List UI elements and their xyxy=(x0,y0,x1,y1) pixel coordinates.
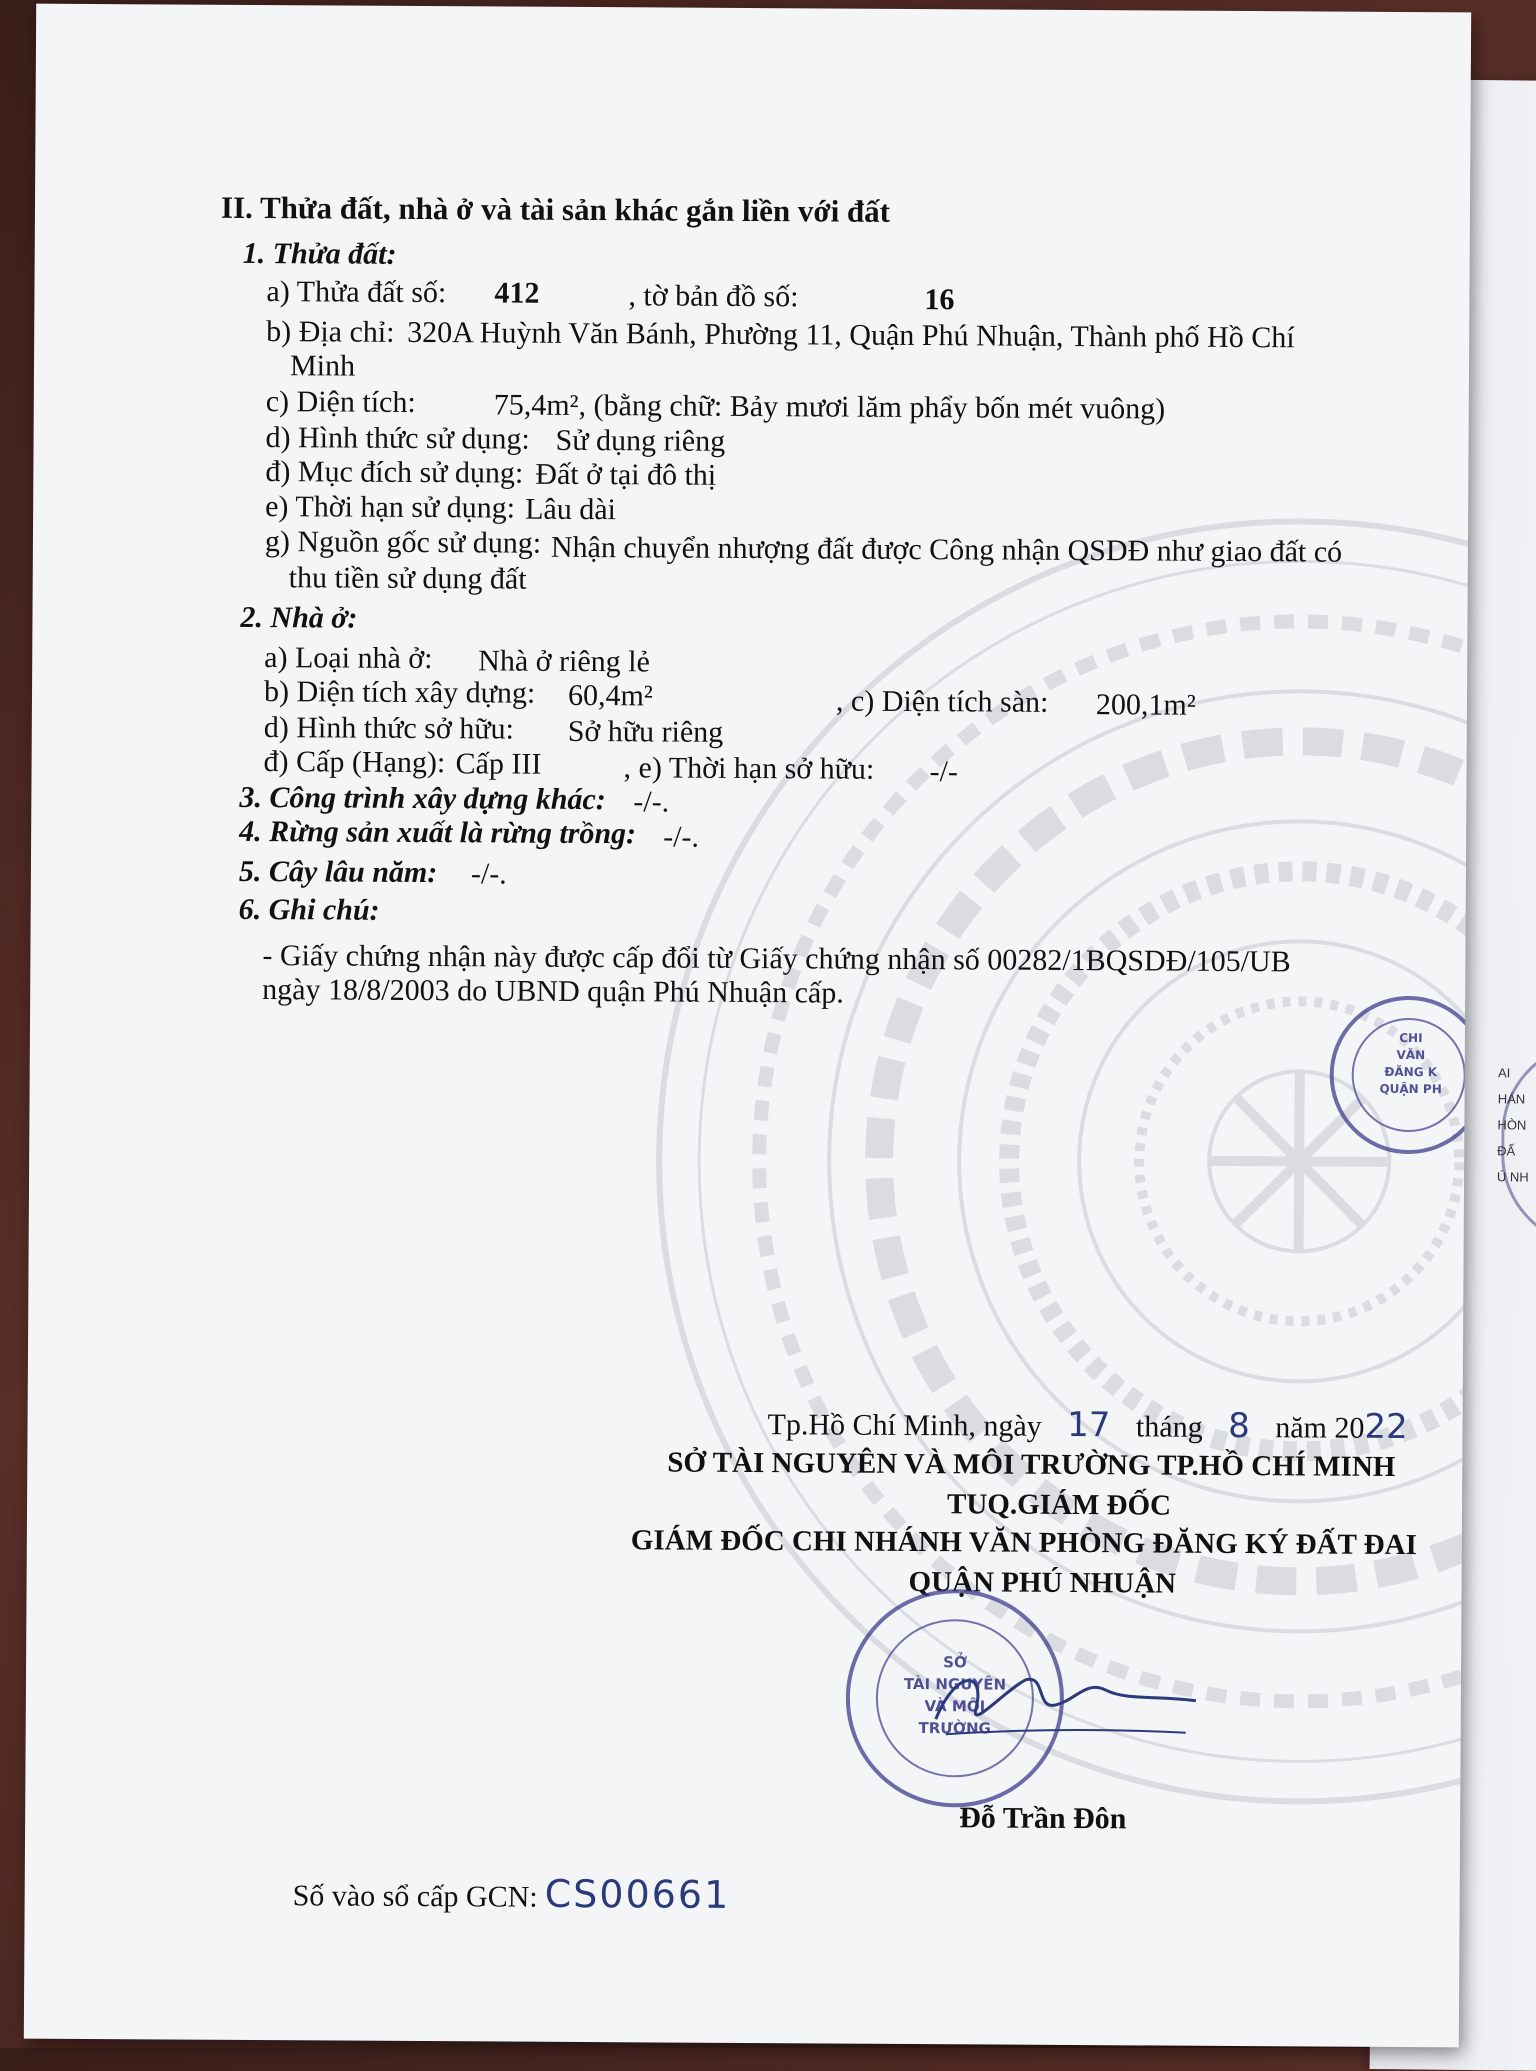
forest-heading: 4. Rừng sản xuất là rừng trồng: xyxy=(239,814,637,851)
day-handwritten: 17 xyxy=(1067,1404,1111,1446)
parcel-number: 412 xyxy=(494,276,540,310)
tuq-title: TUQ.GIÁM ĐỐC xyxy=(946,1488,1172,1522)
other-works-heading: 3. Công trình xây dựng khác: xyxy=(239,780,606,817)
parcel-label: a) Thửa đất số: xyxy=(266,275,447,310)
month-label: tháng xyxy=(1135,1410,1203,1444)
notes-heading: 6. Ghi chú: xyxy=(238,892,380,927)
ownership-label: d) Hình thức sở hữu: xyxy=(263,711,514,746)
stamp-line: QUẬN PH xyxy=(1379,1081,1442,1097)
registry-label: Số vào sổ cấp GCN: xyxy=(292,1879,538,1914)
trees-value: -/-. xyxy=(470,857,507,891)
land-registry-stamp xyxy=(1329,996,1471,1155)
origin-line-2: thu tiền sử dụng đất xyxy=(288,561,527,596)
area-label: c) Diện tích: xyxy=(265,385,416,419)
usage-form-label: d) Hình thức sử dụng: xyxy=(265,421,530,456)
build-area-label: b) Diện tích xây dựng: xyxy=(263,675,536,710)
address-line-2: Minh xyxy=(289,349,356,383)
grade-value: Cấp III xyxy=(455,747,542,781)
seal-text: VÀ MÔI TRƯỜNG xyxy=(918,1697,991,1738)
section-title: II. Thửa đất, nhà ở và tài sản khác gắn liền với đất xyxy=(220,189,891,229)
district-title: QUẬN PHÚ NHUẬN xyxy=(908,1565,1177,1600)
year-handwritten: 22 xyxy=(1364,1406,1408,1448)
purpose-label: đ) Mục đích sử dụng: xyxy=(265,455,524,490)
year-label: năm 20 xyxy=(1275,1411,1365,1445)
usage-form-value: Sử dụng riêng xyxy=(555,423,726,458)
map-label: , tờ bản đồ số: xyxy=(628,279,799,314)
signature-scribble xyxy=(926,1649,1207,1751)
signer-name: Đỗ Trần Đôn xyxy=(959,1801,1127,1836)
stamp-line: CHI xyxy=(1399,1030,1423,1046)
seal-text: TÀI NGUYÊN xyxy=(903,1674,1007,1694)
certificate-page xyxy=(24,4,1471,2048)
place-date-prefix: Tp.Hồ Chí Minh, ngày xyxy=(767,1408,1042,1443)
adjacent-text-line: ĐẤ xyxy=(1497,1143,1516,1159)
issuing-org: SỞ TÀI NGUYÊN VÀ MÔI TRƯỜNG TP.HỒ CHÍ MINH xyxy=(667,1446,1396,1483)
purpose-value: Đất ở tại đô thị xyxy=(535,457,717,492)
ownership-value: Sở hữu riêng xyxy=(567,714,724,749)
origin-label: g) Nguồn gốc sử dụng: xyxy=(264,525,542,560)
note-line-2: ngày 18/8/2003 do UBND quận Phú Nhuận cấp. xyxy=(262,973,844,1010)
house-type-label: a) Loại nhà ở: xyxy=(264,641,433,676)
adjacent-text-line: AI xyxy=(1497,1065,1511,1081)
floor-area-value: 200,1m² xyxy=(1095,688,1196,722)
adjacent-text-line: Ú NH xyxy=(1496,1169,1529,1185)
seal-text: SỞ xyxy=(943,1653,968,1672)
term-label: e) Thời hạn sử dụng: xyxy=(265,490,516,525)
adjacent-text-line: HÒN xyxy=(1497,1117,1527,1133)
trees-heading: 5. Cây lâu năm: xyxy=(238,854,438,890)
map-number: 16 xyxy=(924,283,955,317)
own-term-label: , e) Thời hạn sở hữu: xyxy=(623,751,875,786)
director-title: GIÁM ĐỐC CHI NHÁNH VĂN PHÒNG ĐĂNG KÝ ĐẤT ĐAI xyxy=(630,1524,1417,1562)
forest-value: -/-. xyxy=(663,820,700,854)
area-value: 75,4m², (bằng chữ: Bảy mươi lăm phẩy bốn mét vuông) xyxy=(493,388,1166,426)
origin-line-1: Nhận chuyển nhượng đất được Công nhận QSDĐ như giao đất có xyxy=(550,530,1343,569)
house-heading: 2. Nhà ở: xyxy=(240,600,358,635)
stamp-line: ĐĂNG K xyxy=(1384,1064,1438,1080)
floor-area-label: , c) Diện tích sàn: xyxy=(835,684,1049,719)
note-line-1: - Giấy chứng nhận này được cấp đổi từ Giấy chứng nhận số 00282/1BQSDĐ/105/UB xyxy=(262,939,1291,979)
land-heading: 1. Thửa đất: xyxy=(242,236,397,271)
address-line-1: 320A Huỳnh Văn Bánh, Phường 11, Quận Phú Nhuận, Thành phố Hồ Chí xyxy=(407,315,1295,355)
own-term-value: -/- xyxy=(929,755,958,789)
adjacent-text-line: HÁN xyxy=(1497,1091,1526,1107)
adjacent-page-text xyxy=(1497,1060,1536,1190)
grade-label: đ) Cấp (Hạng): xyxy=(263,745,446,780)
address-label: b) Địa chỉ: xyxy=(266,315,395,349)
stamp-line: VĂN xyxy=(1396,1047,1426,1063)
house-type-value: Nhà ở riêng lẻ xyxy=(478,644,650,679)
place-date xyxy=(767,1406,1407,1446)
registry-number: CS00661 xyxy=(544,1871,731,1917)
term-value: Lâu dài xyxy=(525,492,617,527)
build-area-value: 60,4m² xyxy=(567,678,653,713)
month-handwritten: 8 xyxy=(1228,1405,1250,1447)
other-works-value: -/-. xyxy=(633,785,670,819)
